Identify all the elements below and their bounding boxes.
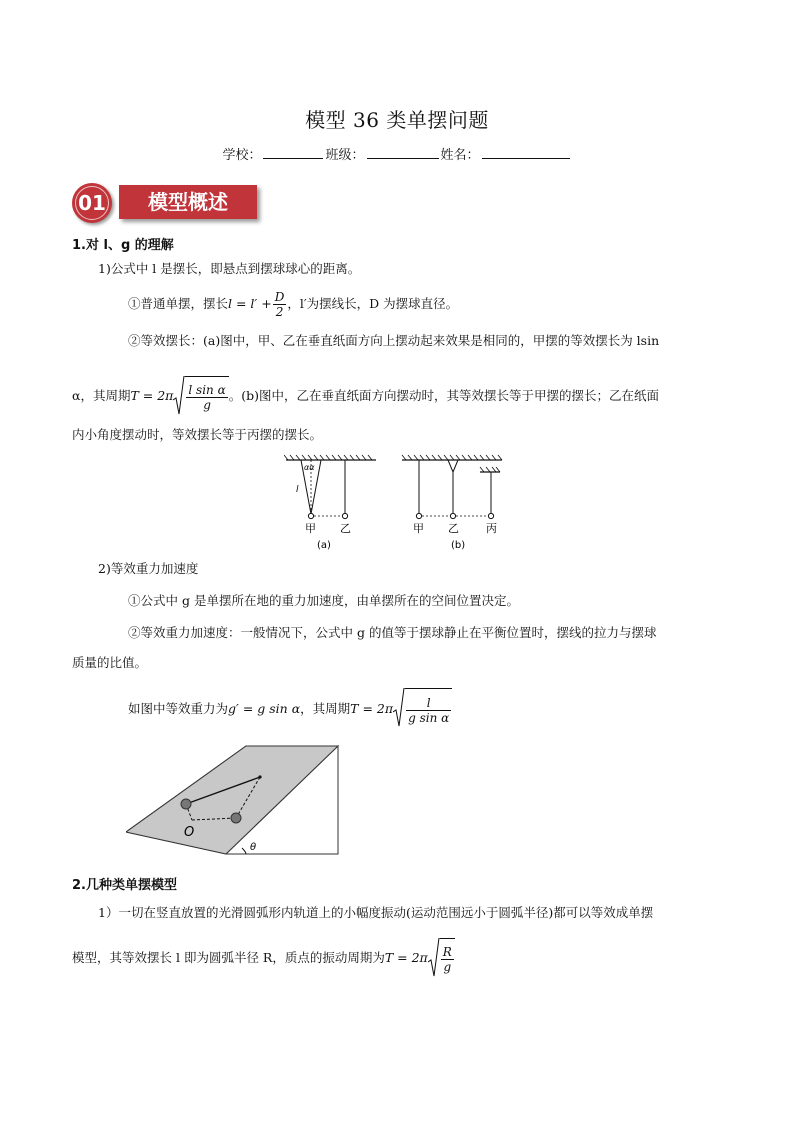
para-equivalent-gravity: 2)等效重力加速度 [98, 561, 199, 576]
label-bing: 丙 [486, 522, 497, 535]
school-blank [263, 146, 323, 159]
figure-a-pendulums [284, 452, 380, 554]
para-g-equivalent: ②等效重力加速度：一般情况下，公式中 g 的值等于摆球静止在平衡位置时，摆线的拉力与摆球 [128, 625, 657, 640]
heading-understanding: 1.对 l、g 的理解 [72, 238, 174, 253]
para-arc-period: 模型，其等效摆长 l 即为圆弧半径 R，质点的振动周期为T = 2π $\frac{R}{g}$ [72, 938, 455, 979]
name-label: 姓名： [440, 148, 480, 163]
para-pendulum-length: 1)公式中 l 是摆长，即悬点到摆球球心的距离。 [98, 261, 361, 276]
para-equivalent-length: ②等效摆长：(a)图中，甲、乙在垂直纸面方向上摆动起来效果是相同的，甲摆的等效摆长为 lsin [128, 333, 660, 348]
para-in-plane: 内小角度摆动时，等效摆长等于丙摆的摆长。 [72, 427, 323, 442]
label-yi: 乙 [340, 522, 351, 535]
label-yi: 乙 [448, 522, 459, 535]
sqrt-r-over-g: $\frac{R}{g}$ [428, 938, 455, 979]
label-alpha: αα [304, 463, 315, 472]
name-blank [482, 146, 570, 159]
caption-a: (a) [317, 540, 331, 551]
class-blank [367, 146, 439, 159]
para-g-definition: ①公式中 g 是单摆所在地的重力加速度，由单摆所在的空间位置决定。 [128, 593, 519, 608]
page-title: 模型 36 类单摆问题 [305, 108, 489, 132]
class-label: 班级： [325, 148, 365, 163]
sqrt-lsina-over-g: $\frac{\text{l sin α}}{g}$ [173, 376, 228, 417]
label-o: O [184, 825, 195, 840]
heading-models: 2.几种类单摆模型 [72, 878, 177, 893]
label-theta: θ [250, 842, 257, 853]
label-l: l [296, 485, 299, 495]
section-label: 模型概述 [119, 185, 257, 219]
para-period-formula: α，其周期T = 2π $\frac{\text{l sin α}}{g}$ 。(b)图中，乙在垂直纸面方向摆动时，其等效摆长等于甲摆的摆长；乙在纸面 [72, 376, 659, 417]
fraction-d-over-2: $\frac{D}{2}$ [274, 290, 285, 319]
caption-b: (b) [451, 540, 466, 551]
para-arc-track: 1）一切在竖直放置的光滑圆弧形内轨道上的小幅度振动(运动范围远小于圆弧半径)都可以等效成单摆 [98, 905, 654, 920]
figure-incline-pendulum [126, 744, 340, 860]
label-jia: 甲 [413, 522, 424, 535]
section-number: 01 [72, 183, 112, 223]
para-mass-ratio: 质量的比值。 [72, 655, 148, 670]
student-info-line [0, 144, 794, 163]
sqrt-l-over-gsina: $\frac{l}{\text{g sin α}}$ [393, 688, 452, 731]
para-simple-pendulum: ①普通单摆，摆长l = l′ + $\frac{D}{2}$ ，l′为摆线长，D 为摆球直径。 [128, 290, 459, 319]
figure-b-pendulums [396, 452, 514, 554]
school-label: 学校： [222, 148, 262, 163]
section-badge [72, 183, 262, 223]
para-incline-formula: 如图中等效重力为g′ = g sin α，其周期T = 2π $\frac{l}{\text{g sin α}}$ [128, 688, 452, 731]
label-jia: 甲 [305, 522, 316, 535]
